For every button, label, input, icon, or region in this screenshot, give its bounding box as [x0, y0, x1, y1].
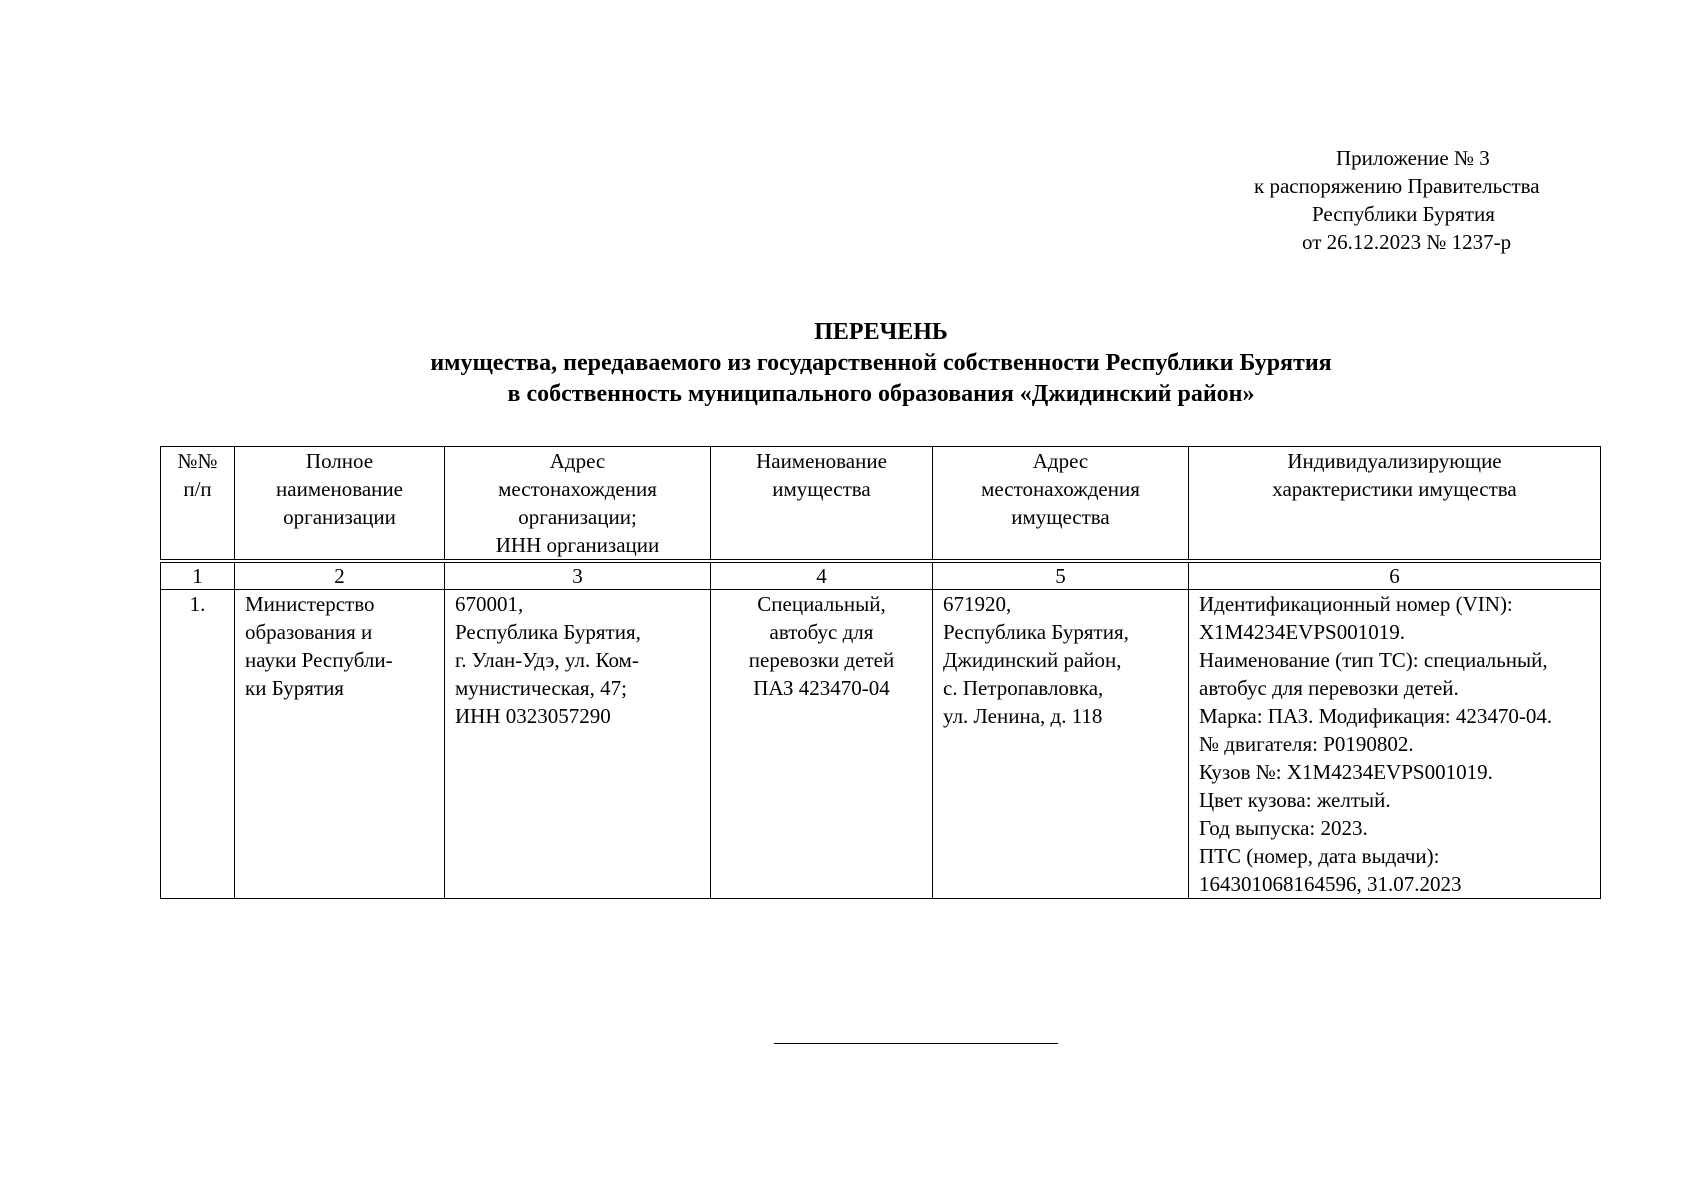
header-line: п/п	[183, 477, 212, 501]
cell-line: Идентификационный номер (VIN):	[1199, 592, 1513, 616]
header-line: Наименование	[756, 449, 887, 473]
appendix-line: от 26.12.2023 № 1237-р	[1302, 230, 1512, 254]
column-number: 1	[161, 561, 235, 590]
cell-line: образования и	[245, 620, 373, 644]
row-number: 1.	[161, 590, 235, 899]
cell-line: ПТС (номер, дата выдачи):	[1199, 844, 1440, 868]
header-line: имущества	[1011, 505, 1110, 529]
header-line: местонахождения	[981, 477, 1140, 501]
cell-line: Год выпуска: 2023.	[1199, 816, 1368, 840]
header-line: местонахождения	[498, 477, 657, 501]
cell-characteristics	[1189, 590, 1601, 899]
cell-organization	[235, 590, 445, 899]
cell-line: 671920,	[943, 592, 1012, 616]
header-cell-number	[161, 447, 235, 562]
header-line: Индивидуализирующие	[1287, 449, 1502, 473]
appendix-line: Приложение № 3	[1336, 146, 1490, 170]
cell-line: автобус для перевозки детей.	[1199, 676, 1459, 700]
appendix-line: Республики Бурятия	[1312, 202, 1495, 226]
cell-line: Министерство	[245, 592, 375, 616]
title-line: в собственность муниципального образования «Джидинский район»	[507, 381, 1255, 407]
header-line: Адрес	[1032, 449, 1089, 473]
header-line: организации;	[518, 505, 637, 529]
cell-line: Специальный,	[757, 592, 886, 616]
header-cell-characteristics	[1189, 447, 1601, 562]
cell-line: науки Республи-	[245, 648, 393, 672]
cell-line: Джидинский район,	[943, 648, 1122, 672]
document-title	[0, 317, 1698, 410]
appendix-block	[1230, 144, 1590, 256]
column-number: 4	[711, 561, 933, 590]
appendix-line: к распоряжению Правительства	[1254, 174, 1540, 198]
table-header-row	[161, 447, 1601, 562]
cell-line: ул. Ленина, д. 118	[943, 704, 1103, 728]
cell-line: автобус для	[769, 620, 874, 644]
cell-line: Марка: ПАЗ. Модификация: 423470-04.	[1199, 704, 1553, 728]
cell-line: X1M4234EVPS001019.	[1199, 620, 1405, 644]
column-number: 6	[1189, 561, 1601, 590]
column-number-row	[161, 561, 1601, 590]
title-line: имущества, передаваемого из государственной собственности Республики Бурятия	[430, 350, 1332, 376]
cell-line: перевозки детей	[748, 648, 895, 672]
cell-line: Наименование (тип ТС): специальный,	[1199, 648, 1548, 672]
title-heading: ПЕРЕЧЕНЬ	[814, 319, 948, 345]
header-line: ИНН организации	[495, 533, 660, 557]
header-cell-org-address	[445, 447, 711, 562]
header-line: Адрес	[549, 449, 606, 473]
cell-line: ки Бурятия	[245, 676, 344, 700]
cell-line: с. Петропавловка,	[943, 676, 1104, 700]
table-row	[161, 590, 1601, 899]
cell-line: 670001,	[455, 592, 524, 616]
footer-divider	[774, 1043, 1058, 1044]
header-line: Полное	[305, 449, 374, 473]
header-line: №№	[177, 449, 218, 473]
header-cell-organization	[235, 447, 445, 562]
cell-line: ПАЗ 423470-04	[753, 676, 890, 700]
cell-line: Республика Бурятия,	[943, 620, 1129, 644]
cell-org-address	[445, 590, 711, 899]
column-number: 3	[445, 561, 711, 590]
header-cell-property-address	[933, 447, 1189, 562]
cell-property-name	[711, 590, 933, 899]
header-line: характеристики имущества	[1272, 477, 1517, 501]
cell-line: Цвет кузова: желтый.	[1199, 788, 1391, 812]
cell-line: № двигателя: P0190802.	[1199, 732, 1414, 756]
header-line: организации	[283, 505, 396, 529]
cell-line: Республика Бурятия,	[455, 620, 641, 644]
cell-line: Кузов №: X1M4234EVPS001019.	[1199, 760, 1493, 784]
property-table	[160, 446, 1601, 899]
cell-line: мунистическая, 47;	[455, 676, 627, 700]
cell-line: 164301068164596, 31.07.2023	[1199, 872, 1462, 896]
cell-property-address	[933, 590, 1189, 899]
header-line: наименование	[276, 477, 403, 501]
column-number: 5	[933, 561, 1189, 590]
cell-line: г. Улан-Удэ, ул. Ком-	[455, 648, 639, 672]
header-cell-property-name	[711, 447, 933, 562]
cell-line: ИНН 0323057290	[455, 704, 611, 728]
column-number: 2	[235, 561, 445, 590]
header-line: имущества	[772, 477, 871, 501]
